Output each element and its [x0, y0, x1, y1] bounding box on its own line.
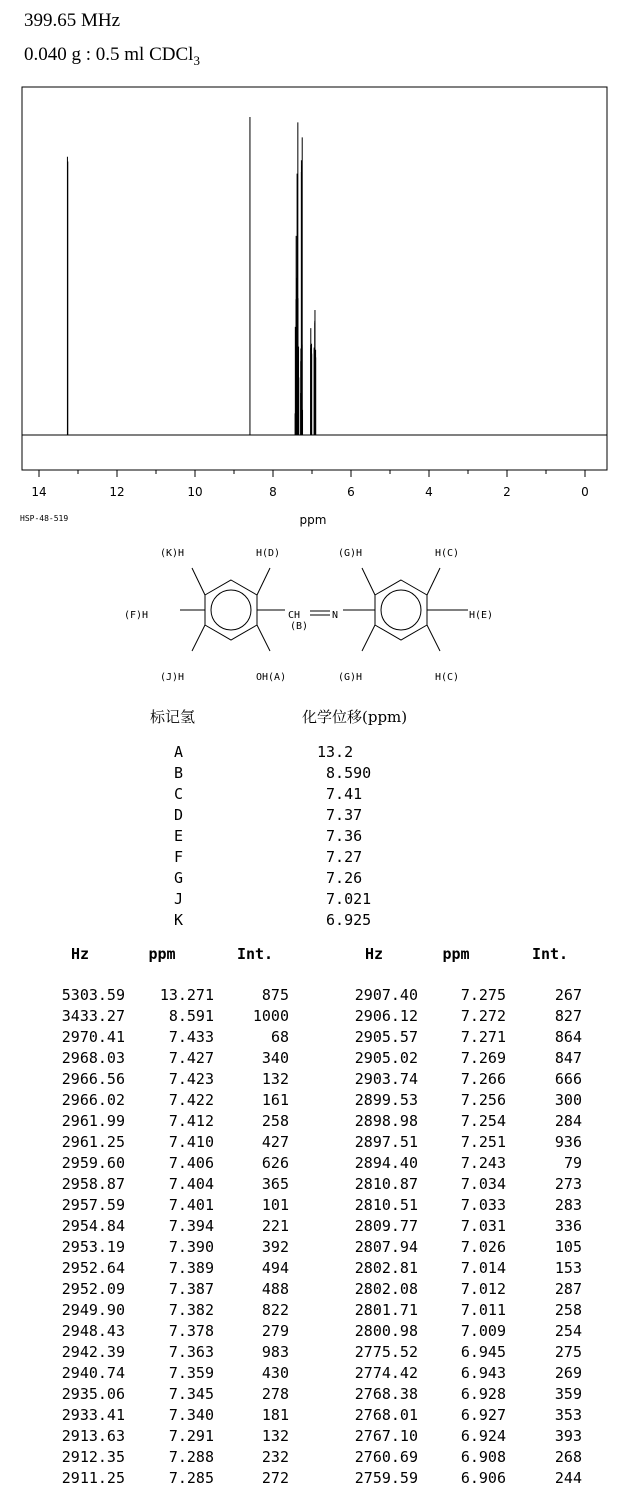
tick-label-12: 12: [109, 485, 125, 499]
peak-table-cell: 2809.77: [354, 1217, 418, 1235]
peak-table-header-right-0: Hz: [364, 945, 384, 963]
bonds: [180, 568, 468, 651]
peak-table-cell: 2911.25: [61, 1469, 125, 1487]
peak-table-row: [0, 1112, 626, 1133]
assignment-label: J: [174, 890, 184, 908]
peak-table-cell: 2759.59: [354, 1469, 418, 1487]
peak-table-cell: 7.291: [168, 1427, 214, 1445]
peak-table-cell: 7.288: [168, 1448, 214, 1466]
peak-table-row: [0, 1091, 626, 1112]
peak-table-cell: 2807.94: [354, 1238, 418, 1256]
peak-table-cell: 7.269: [460, 1049, 506, 1067]
peak-table-cell: 6.945: [460, 1343, 506, 1361]
peak-table-cell: 666: [554, 1070, 582, 1088]
peak-table-cell: 7.014: [460, 1259, 506, 1277]
peak-table-cell: 2966.02: [61, 1091, 125, 1109]
peak-table-cell: 258: [261, 1112, 289, 1130]
peak-table-cell: 2957.59: [61, 1196, 125, 1214]
peak-table-cell: 875: [261, 986, 289, 1004]
assignment-header-label: 标记氢: [150, 708, 196, 726]
peak-table-cell: 2810.87: [354, 1175, 418, 1193]
peak-table-cell: 6.927: [460, 1406, 506, 1424]
peak-table-cell: 3433.27: [61, 1007, 125, 1025]
peak-table-cell: 7.382: [168, 1301, 214, 1319]
peak-table-cell: 181: [261, 1406, 289, 1424]
peak-table-cell: 7.034: [460, 1175, 506, 1193]
peak-table-cell: 268: [554, 1448, 582, 1466]
assignment-row: [0, 806, 626, 827]
peak-table-row: [0, 1133, 626, 1154]
peak-table-cell: 283: [554, 1196, 582, 1214]
peak-table-cell: 6.943: [460, 1364, 506, 1382]
assignment-row: [0, 869, 626, 890]
label-oha: OH(A): [256, 672, 287, 683]
label-kh: (K)H: [160, 548, 185, 559]
x-axis-label: ppm: [299, 513, 327, 527]
peak-table-cell: 79: [563, 1154, 582, 1172]
peak-table-cell: 7.427: [168, 1049, 214, 1067]
peak-table-cell: 2940.74: [61, 1364, 125, 1382]
peak-table-cell: 7.401: [168, 1196, 214, 1214]
peak-table-cell: 2903.74: [354, 1070, 418, 1088]
peak-table-cell: 7.009: [460, 1322, 506, 1340]
label-he: H(E): [469, 610, 494, 621]
peak-table-cell: 7.345: [168, 1385, 214, 1403]
peak-table-cell: 7.026: [460, 1238, 506, 1256]
peak-table-cell: 132: [261, 1070, 289, 1088]
peak-table-cell: 101: [261, 1196, 289, 1214]
peak-table-cell: 244: [554, 1469, 582, 1487]
peak-table-cell: 340: [261, 1049, 289, 1067]
peak-table-row: [0, 1364, 626, 1385]
peak-table-cell: 7.390: [168, 1238, 214, 1256]
peak-table-cell: 430: [261, 1364, 289, 1382]
peak-table-cell: 2949.90: [61, 1301, 125, 1319]
peak-table-cell: 7.251: [460, 1133, 506, 1151]
peak-table-row: [0, 1238, 626, 1259]
label-ch: CH: [288, 610, 301, 621]
assignment-shift: 7.27: [317, 848, 363, 866]
peak-table-cell: 7.340: [168, 1406, 214, 1424]
peak-table-cell: 258: [554, 1301, 582, 1319]
peak-table-cell: 6.928: [460, 1385, 506, 1403]
peak-table-cell: 1000: [252, 1007, 289, 1025]
assignment-row: [0, 827, 626, 848]
peak-table-cell: 2899.53: [354, 1091, 418, 1109]
sample-prefix: 0.040 g : 0.5 ml CDCl: [24, 44, 194, 65]
peak-table-cell: 7.031: [460, 1217, 506, 1235]
peak-table-cell: 2905.02: [354, 1049, 418, 1067]
peak-table-cell: 7.410: [168, 1133, 214, 1151]
right-benzene-ring: [375, 580, 427, 640]
peak-table-cell: 13.271: [159, 986, 214, 1004]
peak-table-cell: 7.033: [460, 1196, 506, 1214]
peak-table-cell: 7.275: [460, 986, 506, 1004]
peak-table-cell: 822: [261, 1301, 289, 1319]
assignment-label: D: [174, 806, 184, 824]
peak-table-cell: 7.363: [168, 1343, 214, 1361]
assignment-shift: 7.41: [317, 785, 363, 803]
peak-table-row: [0, 1217, 626, 1238]
peak-table-cell: 353: [554, 1406, 582, 1424]
peak-table-cell: 6.906: [460, 1469, 506, 1487]
peak-table-row: [0, 1049, 626, 1070]
assignment-label: B: [174, 764, 184, 782]
peak-table-cell: 7.387: [168, 1280, 214, 1298]
peak-table-cell: 272: [261, 1469, 289, 1487]
peak-table-cell: 827: [554, 1007, 582, 1025]
peak-table-cell: 7.254: [460, 1112, 506, 1130]
peak-table-cell: 254: [554, 1322, 582, 1340]
peak-table-row: [0, 1406, 626, 1427]
peak-table-cell: 2800.98: [354, 1322, 418, 1340]
peak-table-cell: 7.272: [460, 1007, 506, 1025]
peak-table-cell: 2961.99: [61, 1112, 125, 1130]
peak-table-header-right-1: ppm: [442, 945, 470, 963]
peak-table-cell: 2952.09: [61, 1280, 125, 1298]
peak-table-row: [0, 1448, 626, 1469]
peak-table-cell: 626: [261, 1154, 289, 1172]
spectrum-code: HSP-48-519: [20, 514, 69, 523]
peak-table-cell: 2906.12: [354, 1007, 418, 1025]
peak-table-cell: 232: [261, 1448, 289, 1466]
peak-table-row: [0, 1070, 626, 1091]
peak-table-row: [0, 986, 626, 1007]
assignment-shift: 13.2: [317, 743, 354, 761]
assignment-shift: 7.021: [317, 890, 372, 908]
peak-table-cell: 8.591: [168, 1007, 214, 1025]
assignment-row: [0, 890, 626, 911]
peak-table-row: [0, 1385, 626, 1406]
peak-table-cell: 7.011: [460, 1301, 506, 1319]
peak-table-cell: 427: [261, 1133, 289, 1151]
peak-table-header-left-1: ppm: [148, 945, 176, 963]
peak-table-row: [0, 1280, 626, 1301]
peak-table-cell: 864: [554, 1028, 582, 1046]
peak-table-header-left-2: Int.: [236, 945, 274, 963]
peak-table-cell: 7.285: [168, 1469, 214, 1487]
peak-table-cell: 2768.01: [354, 1406, 418, 1424]
nmr-spectrum-chart: [0, 80, 626, 535]
peak-table-cell: 2905.57: [354, 1028, 418, 1046]
peak-table-cell: 2942.39: [61, 1343, 125, 1361]
sample-subscript: 3: [193, 52, 200, 68]
assignment-shift: 8.590: [317, 764, 372, 782]
peak-table-cell: 2894.40: [354, 1154, 418, 1172]
peak-table-cell: 359: [554, 1385, 582, 1403]
peak-table-cell: 936: [554, 1133, 582, 1151]
peak-table-cell: 2952.64: [61, 1259, 125, 1277]
peak-table-cell: 6.908: [460, 1448, 506, 1466]
peak-table-cell: 7.378: [168, 1322, 214, 1340]
peak-table-row: [0, 1175, 626, 1196]
assignment-row: [0, 911, 626, 932]
peak-table-cell: 2802.81: [354, 1259, 418, 1277]
peak-table-cell: 284: [554, 1112, 582, 1130]
assignment-label: G: [174, 869, 184, 887]
peak-table-row: [0, 1259, 626, 1280]
peak-table-cell: 273: [554, 1175, 582, 1193]
peak-table-cell: 488: [261, 1280, 289, 1298]
peak-table-cell: 7.271: [460, 1028, 506, 1046]
peak-table-cell: 392: [261, 1238, 289, 1256]
peak-table-row: [0, 1469, 626, 1490]
tick-label-0: 0: [581, 485, 589, 499]
peak-table-cell: 7.404: [168, 1175, 214, 1193]
peak-table-row: [0, 1007, 626, 1028]
peak-table-cell: 2935.06: [61, 1385, 125, 1403]
peak-table-cell: 2958.87: [61, 1175, 125, 1193]
assignment-row: [0, 785, 626, 806]
peak-table-cell: 7.389: [168, 1259, 214, 1277]
tick-label-8: 8: [269, 485, 277, 499]
peak-table-cell: 2913.63: [61, 1427, 125, 1445]
assignment-label: A: [174, 743, 184, 761]
peak-table-cell: 365: [261, 1175, 289, 1193]
peak-table-cell: 7.243: [460, 1154, 506, 1172]
sample-description: [24, 44, 200, 69]
tick-label-2: 2: [503, 485, 511, 499]
assignment-label: K: [174, 911, 184, 929]
peak-table-cell: 161: [261, 1091, 289, 1109]
peak-table-cell: 68: [270, 1028, 289, 1046]
assignment-shift: 7.37: [317, 806, 363, 824]
peak-table-cell: 336: [554, 1217, 582, 1235]
peak-table-cell: 847: [554, 1049, 582, 1067]
peak-table-cell: 7.266: [460, 1070, 506, 1088]
tick-label-10: 10: [187, 485, 203, 499]
peak-table-cell: 7.359: [168, 1364, 214, 1382]
assignment-shift: 7.36: [317, 827, 363, 845]
peak-table-cell: 2760.69: [354, 1448, 418, 1466]
x-axis-ticks: [31, 470, 588, 499]
peak-table-cell: 2933.41: [61, 1406, 125, 1424]
label-jh: (J)H: [160, 672, 185, 683]
assignment-shift: 6.925: [317, 911, 372, 929]
peak-table-cell: 7.256: [460, 1091, 506, 1109]
peak-table-cell: 7.394: [168, 1217, 214, 1235]
peak-table-cell: 7.423: [168, 1070, 214, 1088]
peak-table-cell: 2959.60: [61, 1154, 125, 1172]
label-hc-top: H(C): [435, 548, 460, 559]
molecule-structure: [100, 538, 520, 688]
peak-table-cell: 2810.51: [354, 1196, 418, 1214]
peak-table-cell: 269: [554, 1364, 582, 1382]
peak-table-cell: 267: [554, 986, 582, 1004]
tick-label-4: 4: [425, 485, 433, 499]
peak-table-cell: 287: [554, 1280, 582, 1298]
left-benzene-ring: [205, 580, 257, 640]
label-hd: H(D): [256, 548, 281, 559]
peak-table-header-left-0: Hz: [70, 945, 90, 963]
tick-label-6: 6: [347, 485, 355, 499]
peak-table-cell: 2966.56: [61, 1070, 125, 1088]
assignment-header-shift: 化学位移(ppm): [302, 708, 408, 726]
peak-table-cell: 7.406: [168, 1154, 214, 1172]
peak-table-row: [0, 1196, 626, 1217]
label-gh-bottom: (G)H: [338, 672, 363, 683]
peak-table-cell: 7.412: [168, 1112, 214, 1130]
peak-table-cell: 2912.35: [61, 1448, 125, 1466]
peak-table-cell: 275: [554, 1343, 582, 1361]
peaks-group: [67, 117, 315, 435]
peak-table-cell: 5303.59: [61, 986, 125, 1004]
assignment-label: E: [174, 827, 184, 845]
assignment-shift: 7.26: [317, 869, 363, 887]
peak-table-cell: 2968.03: [61, 1049, 125, 1067]
peak-table-cell: 393: [554, 1427, 582, 1445]
peak-table-cell: 2768.38: [354, 1385, 418, 1403]
peak-table-row: [0, 1028, 626, 1049]
peak-table-row: [0, 1427, 626, 1448]
peak-table-cell: 2953.19: [61, 1238, 125, 1256]
assignment-row: [0, 764, 626, 785]
peak-table-cell: 221: [261, 1217, 289, 1235]
label-fh: (F)H: [124, 610, 149, 621]
peak-table-row: [0, 1301, 626, 1322]
label-b: (B): [290, 621, 309, 632]
peak-table-row: [0, 1322, 626, 1343]
peak-table-cell: 279: [261, 1322, 289, 1340]
peak-table-cell: 2774.42: [354, 1364, 418, 1382]
peak-table-cell: 278: [261, 1385, 289, 1403]
peak-table-cell: 7.012: [460, 1280, 506, 1298]
peak-table-cell: 2961.25: [61, 1133, 125, 1151]
peak-table-cell: 2970.41: [61, 1028, 125, 1046]
assignment-row: [0, 743, 626, 764]
peak-table-cell: 2897.51: [354, 1133, 418, 1151]
peak-table-cell: 2767.10: [354, 1427, 418, 1445]
peak-table-cell: 494: [261, 1259, 289, 1277]
peak-table-cell: 6.924: [460, 1427, 506, 1445]
peak-table-cell: 300: [554, 1091, 582, 1109]
assignment-label: C: [174, 785, 184, 803]
peak-table-cell: 2802.08: [354, 1280, 418, 1298]
peak-table-cell: 153: [554, 1259, 582, 1277]
peak-table-cell: 2907.40: [354, 986, 418, 1004]
peak-table-cell: 7.422: [168, 1091, 214, 1109]
peak-table-row: [0, 1154, 626, 1175]
peak-table-row: [0, 1343, 626, 1364]
peak-table-cell: 983: [261, 1343, 289, 1361]
peak-table-cell: 2948.43: [61, 1322, 125, 1340]
peak-table-cell: 2801.71: [354, 1301, 418, 1319]
peak-table-cell: 105: [554, 1238, 582, 1256]
peak-table-cell: 2775.52: [354, 1343, 418, 1361]
peak-table-cell: 7.433: [168, 1028, 214, 1046]
assignment-label: F: [174, 848, 184, 866]
tick-label-14: 14: [31, 485, 47, 499]
spectrometer-frequency: 399.65 MHz: [24, 10, 121, 31]
peak-table-header-right-2: Int.: [531, 945, 569, 963]
assignment-row: [0, 848, 626, 869]
peak-table-cell: 132: [261, 1427, 289, 1445]
peak-table-cell: 2954.84: [61, 1217, 125, 1235]
label-gh-top: (G)H: [338, 548, 363, 559]
peak-table-cell: 2898.98: [354, 1112, 418, 1130]
label-n: N: [332, 610, 339, 621]
label-hc-bottom: H(C): [435, 672, 460, 683]
